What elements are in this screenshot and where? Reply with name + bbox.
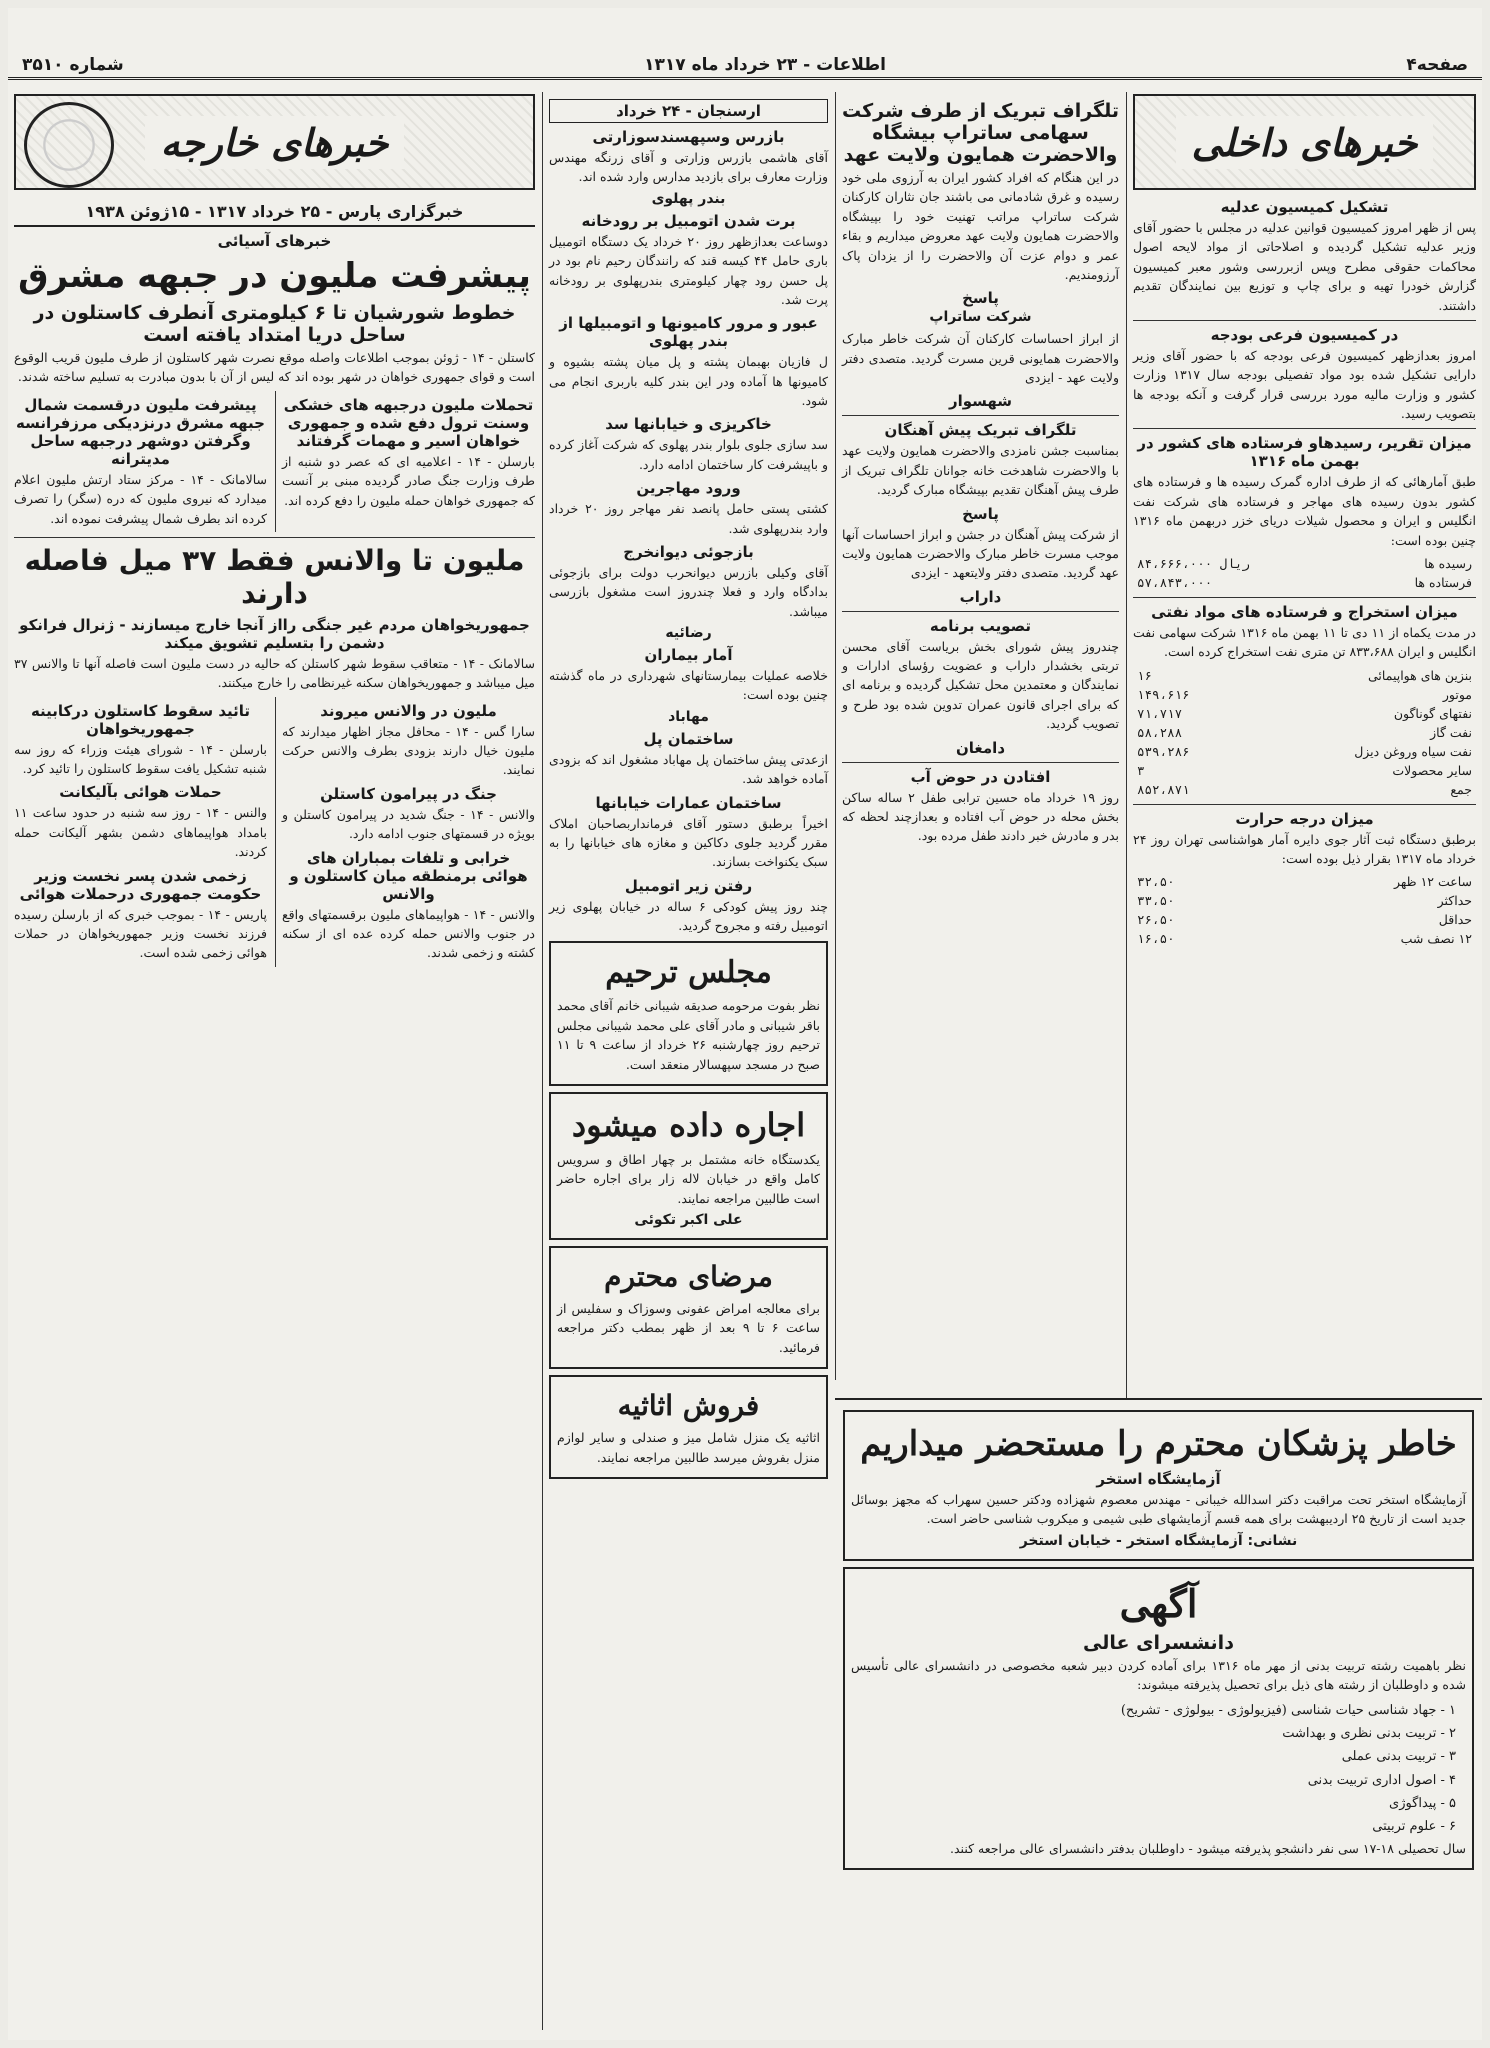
city-heading: شهسوار: [948, 392, 1013, 411]
table-row: نفتهای گوناگون ۷۱،۷۱۷: [1137, 705, 1472, 721]
divider: [1133, 428, 1476, 429]
headline: در کمیسیون فرعی بودجه: [1210, 325, 1399, 344]
patients-ad: [549, 1246, 828, 1369]
article-body: چندروز پیش شورای بخش بریاست آقای محسن تربتی بخشدار داراب و عضویت رؤسای ادارات و نمایندگان و معتمدین محل تشکیل گردیده و برنامه ای که برای اجرای قانون عمران تدوین شده بود طرح و تصویب گردید.: [842, 638, 1119, 732]
agency-dateline: خبرگزاری پارس - ۲۵ خرداد ۱۳۱۷ - ۱۵ژوئن ۱۹۳۸: [14, 198, 535, 227]
ads-block: [835, 1398, 1482, 2030]
ad-title: فروش اثاثیه: [617, 1389, 760, 1423]
subcolumn-right: [275, 391, 535, 532]
globe-icon: [24, 102, 114, 188]
headline: تصویب برنامه: [929, 616, 1032, 635]
ad-title: خاطر پزشکان محترم را مستحضر میداریم: [860, 1424, 1457, 1464]
two-column-block: [14, 391, 535, 532]
list-item: ۵ - پیداگوژی: [1389, 1796, 1456, 1812]
list-item: ۴ - اصول اداری تربیت بدنی: [1307, 1772, 1456, 1788]
city-heading: بندر پهلوی: [651, 190, 726, 207]
table-row: فرستاده ها ۵۷،۸۴۳،۰۰۰: [1137, 574, 1472, 590]
page-number: صفحه۴: [1406, 54, 1468, 75]
issue-number: شماره ۳۵۱۰: [22, 54, 124, 75]
mourning-notice: [549, 941, 828, 1086]
article-body: سارا گس - ۱۴ - محافل مجاز اظهار میدارند که ملیون خیال دارند بزودی بطرف والانس حرکت نمایند.: [282, 723, 535, 778]
headline: برت شدن اتومبیل بر رودخانه: [581, 211, 796, 230]
table-row: سایر محصولات ۳: [1137, 762, 1472, 778]
article-body: ل فازیان بهبمان پشته و پل میان پشته بشیوه و کامیونها ها آماده ودر این بندر کلیه باربری انجام می شود.: [549, 354, 828, 408]
provincial-news-column: [542, 92, 834, 2030]
headline: تلگراف تبریک پیش آهنگان: [884, 421, 1077, 440]
article-body: والنس - ۱۴ - روز سه شنبه در حدود ساعت ۱۱ بامداد هواپیماهای دشمن بشهر آلیکانت حمله کردند.: [14, 805, 267, 860]
table-row: ساعت ۱۲ ظهر ۳۲،۵۰: [1137, 874, 1472, 890]
ad-body: اثاثیه یک منزل شامل میز و صندلی و سایر لوازم منزل بفروش میرسد طالبین مراجعه نمایند.: [557, 1430, 820, 1465]
article-body: آقای وکیلی بازرس دیوانحرب دولت برای بازجوئی بدادگاه وارد و فعلا چندروز است مشغول بازرسی میباشد.: [549, 564, 828, 619]
headline: تحملات ملیون درجبهه های خشکی وسنت ترول دفع شده و جمهوری خواهان اسیر و مهمات گرفتاند: [283, 395, 534, 450]
table-row: حداقل ۲۶،۵۰: [1137, 912, 1472, 928]
headline: ملیون تا والانس فقط ۳۷ میل فاصله دارند: [24, 543, 525, 610]
article-body: از ابراز احساسات کارکنان آن شرکت خاطر مبارک والاحضرت همایونی قرین مسرت گردید. متصدی دفتر ولایت عهد - ایزدی: [842, 331, 1119, 385]
table-row: جمع ۸۵۲،۸۷۱: [1137, 781, 1472, 797]
headline: افتادن در حوض آب: [910, 767, 1051, 786]
article-body: آقای هاشمی بازرس وزارتی و آقای زرنگه مهندس وزارت معارف برای بازدید مدارس وارد شده اند.: [549, 150, 828, 185]
article-body: پاریس - ۱۴ - بموجب خبری که از بارسلن رسیده فرزند نخست وزیر جمهوریخواهان در حملات هوائی زخمی شده است.: [14, 906, 267, 961]
article-body: روز ۱۹ خرداد ماه حسین ترابی طفل ۲ ساله ساکن بخش محله در حوض آب افتاده و بعدازچند لحظه که بدر و مادرش خبر دادند طفل مرده بود.: [842, 789, 1119, 844]
table-row: نفت سیاه وروغن دیزل ۵۳۹،۲۸۶: [1137, 743, 1472, 759]
article-body: کشتی پستی حامل پانصد نفر مهاجر روز ۲۰ خرداد وارد بندرپهلوی شد.: [549, 501, 828, 536]
table-row: موتور ۱۴۹،۶۱۶: [1137, 686, 1472, 702]
headline: عبور و مرور کامیونها و اتومبیلها از بندر پهلوی: [559, 314, 818, 351]
table-row: بنزین های هواپیمائی ۱۶: [1137, 667, 1472, 683]
table-row: ۱۲ نصف شب ۱۶،۵۰: [1137, 931, 1472, 947]
headline: ساختمان پل: [643, 729, 734, 748]
ad-contact: علی اکبر تکوئی: [634, 1212, 743, 1228]
headline: میزان درجه حرارت: [1235, 809, 1374, 828]
foreign-news-column: [8, 92, 541, 2030]
headline: خرابی و تلفات بمباران های هوائی برمنطقه میان کاستلون و والانس: [289, 848, 528, 903]
divider: [1133, 804, 1476, 805]
headline: تشکیل کمیسیون عدلیه: [1220, 198, 1389, 216]
article-body: والانس - ۱۴ - هواپیماهای ملیون برقسمتهای واقع در جنوب والانس حمله کرده عده ای از سکنه کشته و زخمی شدند.: [282, 906, 535, 961]
ad-subtitle: آزمایشگاه استخر: [1096, 1470, 1221, 1488]
section-label: خبرهای آسیائی: [217, 232, 332, 250]
article-body: طبق آمارهائی که از طرف اداره گمرک رسیده ها و فرستاده های کشور بدون رسیده های مهاجر و فرستاده های شرکت نفت انگلیس و ایران و محصول شیلات دریای خزر دربهمن ماه ۱۳۱۶ چنین بوده است:: [1133, 474, 1476, 548]
headline: زخمی شدن پسر نخست وزیر حکومت جمهوری درحملات هوائی: [19, 866, 262, 903]
ad-title: مرضای محترم: [604, 1260, 773, 1293]
list-item: ۲ - تربیت بدنی نظری و بهداشت: [1282, 1725, 1456, 1741]
article-body: اخیراً برطبق دستور آقای فرمانداربصاحبان املاک مقرر گردید جلوی دکاکین و مغازه های خیابانها را به سبک یکنواخت بسازند.: [549, 815, 828, 870]
headline: تائید سقوط کاستلون درکابینه جمهوریخواهان: [30, 701, 251, 738]
article-body: سد سازی جلوی بلوار بندر پهلوی که شرکت آغاز کرده و باپیشرفت کار ساختمان ادامه دارد.: [549, 437, 828, 472]
article-body: بارسلن - ۱۴ - اعلامیه ای که عصر دو شنبه از طرف وزارت جنگ صادر گردیده مبنی بر آنست که جمهوری خواهان حمله ملیون را دفع کرده اند.: [282, 453, 535, 508]
article-body: پس از ظهر امروز کمیسیون قوانین عدلیه در مجلس با حضور آقای وزیر عدلیه تشکیل گردیده و اصلاحاتی از مواد لایحه اصول محاکمات حقوقی مطرح وپس ازبررسی وشور معبر کمیسیون گزارش خودرا تهیه و برای چاپ و توزیع بین نمایندگان تقدیم داشتند.: [1133, 220, 1476, 313]
article-body: چند روز پیش کودکی ۶ ساله در خیابان پهلوی زیر اتومبیل رفته و مجروح گردید.: [549, 898, 828, 933]
headline: ورود مهاجرین: [636, 479, 741, 498]
city-heading: مهاباد: [668, 708, 709, 725]
article-body: والانس - ۱۴ - جنگ شدید در پیرامون کاستلن و بویژه در قسمتهای جنوب ادامه دارد.: [282, 806, 535, 842]
city-heading: داراب: [959, 587, 1002, 606]
telegrams-column: [835, 92, 1125, 1380]
article-body: دوساعت بعدازظهر روز ۲۰ خرداد یک دستگاه اتومبیل باری حامل ۴۴ کیسه قند که رانندگان رحیم نام بود در پل حسن رود چهار کیلومتری بندرپهلوی بر رودخانه پرت شد.: [549, 233, 828, 307]
college-notice: [843, 1567, 1474, 1870]
article-body: بمناسبت جشن نامزدی والاحضرت همایون ولایت عهد با والاحضرت شاهدخت خانه جوانان تلگراف تبریک از طرف پیش آهنگان تقدیم بپیشگاه مبارک گردید.: [842, 443, 1119, 498]
headline: ملیون در والانس میروند: [320, 701, 497, 720]
reply-heading: پاسخ: [962, 289, 999, 308]
divider: [842, 415, 1119, 416]
headline: خاکریزی و خیابانها سد: [605, 415, 772, 434]
notice-title: مجلس ترحیم: [605, 955, 772, 991]
list-item: ۶ - علوم تربیتی: [1372, 1819, 1456, 1835]
article-body: در مدت یکماه از ۱۱ دی تا ۱۱ بهمن ماه ۱۳۱۶ شرکت سهامی نفت انگلیس و ایران ۸۳۳،۶۸۸ تن متری نفت استخراج کرده است.: [1133, 624, 1476, 660]
notice-body: نظر بفوت مرحومه صدیقه شیبانی خانم آقای محمد باقر شیبانی و مادر آقای علی محمد شیبانی مجلس ترحیم روز چهارشنبه ۲۶ خرداد از ساعت ۹ تا ۱۱ صبح در مسجد سپهسالار منعقد است.: [557, 998, 821, 1072]
headline: رفتن زیر اتومبیل: [624, 876, 753, 895]
article-body: سالامانک - ۱۴ - مرکز ستاد ارتش ملیون اعلام میدارد که نیروی ملیون که دره (سگر) را تصرف کرده اند بطرف شمال پیشرفت نموده اند.: [14, 471, 267, 526]
headline: میزان تقریر، رسیدهاو فرستاده های کشور در بهمن ماه ۱۳۱۶: [1137, 434, 1472, 471]
ad-body: برای معالجه امراض عفونی وسوزاک و سفلیس از ساعت ۶ تا ۹ بعد از ظهر بمطب دکتر مراجعه فرمائید.: [557, 1301, 820, 1355]
notice-footer: سال تحصیلی ۱۸-۱۷ سی نفر دانشجو پذیرفته میشود - داوطلبان بدفتر دانشسرای عالی مراجعه کنند.: [950, 1840, 1466, 1856]
article-body: برطبق دستگاه ثبت آثار جوی دایره آمار هواشناسی تهران روز ۲۴ خرداد ماه ۱۳۱۷ بقرار ذیل بوده است:: [1133, 831, 1476, 866]
list-item: ۱ - جهاد شناسی حیات شناسی (فیزیولوژی - بیولوژی - تشریح): [1120, 1702, 1456, 1718]
divider: [14, 537, 535, 538]
oil-table: [1133, 666, 1476, 799]
ad-title: اجاره داده میشود: [571, 1105, 806, 1144]
two-column-block: [14, 697, 535, 967]
article-body: امروز بعدازظهر کمیسیون فرعی بودجه که با حضور آقای وزیر دارایی تشکیل شده بود مواد تفصیلی بودجه سال ۱۳۱۷ وزارت کشور و وزارت مالیه مورد بررسی قرار گرفت و آنکه بودجه ها بتصویب رسید.: [1133, 347, 1476, 421]
article-body: سالامانک - ۱۴ - متعاقب سقوط شهر کاستلن که حالیه در دست ملیون است فاصله آنها تا والانس ۳۷ میل میباشد و جمهوریخواهان سکنه غیرنظامی را خارج میکنند.: [14, 655, 535, 691]
main-headline: پیشرفت ملیون در جبهه مشرق: [18, 256, 531, 296]
ad-address: نشانی: آزمایشگاه استخر - خیابان استخر: [1019, 1532, 1298, 1549]
ad-body: یکدستگاه خانه مشتمل بر چهار اطاق و سرویس کامل واقع در خیابان لاله زار برای اجاره حاضر است طالبین مراجعه نمایند.: [557, 1151, 820, 1206]
article-body: بارسلن - ۱۴ - شورای هیئت وزراء که روز سه شنبه تشکیل یافت سقوط کاستلون را تائید کرد.: [14, 741, 267, 776]
notice-list: [851, 1699, 1466, 1839]
paper-date: اطلاعات - ۲۳ خرداد ماه ۱۳۱۷: [644, 54, 886, 75]
subcolumn-left: [14, 697, 267, 967]
reply-heading: پاسخ: [962, 504, 999, 523]
reply-subheading: شرکت ساتراپ: [929, 309, 1032, 326]
trade-table: [1133, 554, 1476, 592]
city-heading: رضائیه: [665, 625, 712, 641]
main-subheadline: خطوط شورشیان تا ۶ کیلومتری آنطرف کاستلون در ساحل دریا امتداد یافته است: [33, 302, 516, 346]
divider: [1133, 597, 1476, 598]
headline: بازجوئی دیوانخرج: [623, 542, 754, 561]
subheadline: جمهوریخواهان مردم غیر جنگی رااز آنجا خارج میسازند - ژنرال فرانکو دشمن را بتسلیم تشویق میکند: [19, 615, 530, 652]
sale-ad: [549, 1375, 828, 1479]
headline: پیشرفت ملیون درقسمت شمال جبهه مشرق درنزدیکی مرزفرانسه وگرفتن دوشهر درجبهه ساحل مدیترانه: [16, 395, 265, 468]
divider: [842, 762, 1119, 763]
foreign-banner: خبرهای خارجه: [14, 94, 535, 190]
headline: میزان استخراج و فرستاده های مواد نفتی: [1151, 602, 1458, 621]
headline: بازرس وسپهسندسوزارتی: [592, 128, 785, 146]
headline: حملات هوائی بآلیکانت: [59, 783, 222, 802]
notice-subtitle: دانشسرای عالی: [1083, 1631, 1234, 1654]
ad-body: آزمایشگاه استخر تحت مراقبت دکتر اسدالله خیبانی - مهندس معصوم شهزاده ودکتر حسین سهراب که مجهز بوسائل جدید است از تاریخ ۲۵ اردیبهشت برای همه قسم آزمایشهای طبی شیمی و میکروب شناسی حاضر است.: [851, 1492, 1466, 1527]
newspaper-page: [8, 8, 1482, 2040]
article-body: از شرکت پیش آهنگان در جشن و ابراز احساسات آنها موجب مسرت خاطر مبارک والاحضرت همایون ولایت عهد گردید. متصدی دفتر ولایتعهد - ایزدی: [842, 526, 1119, 581]
rent-ad: [549, 1092, 828, 1240]
table-row: رسیده ها ۸۴،۶۶۶،۰۰۰ ریال: [1137, 555, 1472, 571]
table-row: حداکثر ۳۳،۵۰: [1137, 893, 1472, 909]
city-dateline: ارسنجان - ۲۴ خرداد: [549, 99, 828, 123]
headline: آمار بیماران: [644, 646, 733, 664]
headline: تلگراف تبریک از طرف شرکت سهامی ساتراپ بیشگاه والاحضرت همایون ولایت عهد: [841, 100, 1119, 166]
masthead: [8, 52, 1482, 80]
article-body: در این هنگام که افراد کشور ایران به آرزوی ملی خود رسیده و غرق شادمانی می باشند جان نثاران کارکنان شرکت ساتراپ مراتب تهنیت خود را بپیشگاه والاحضرت همایون ولایت عهد معروض میداریم و بقاء عمر و دوام عزت آن والاحضرت را از یزدان پاک آرزومندیم.: [842, 170, 1119, 282]
temperature-table: [1133, 872, 1476, 948]
notice-title: آگهی: [1119, 1580, 1198, 1626]
article-body: خلاصه عملیات بیمارستانهای شهرداری در ماه گذشته چنین بوده است:: [549, 668, 828, 703]
domestic-banner: خبرهای داخلی: [1133, 94, 1476, 190]
table-row: نفت گاز ۵۸،۲۸۸: [1137, 724, 1472, 740]
divider: [1133, 320, 1476, 321]
article-body: کاستلن - ۱۴ - ژوئن بموجب اطلاعات واصله موقع نصرت شهر کاستلون از طرف ملیون قریب الوقوع است و قوای جمهوری خواهان در شهر بوده اند که لیس از آن با بدون مبادرت به تسلیم ساخته شدند.: [14, 350, 535, 385]
divider: [842, 611, 1119, 612]
laboratory-ad: [843, 1410, 1474, 1561]
headline: جنگ در پیرامون کاستلن: [320, 784, 497, 803]
article-body: ازعدتی پیش ساختمان پل مهاباد مشغول اند که بزودی آماده خواهد شد.: [549, 751, 828, 787]
headline: ساختمان عمارات خیابانها: [595, 793, 782, 812]
subcolumn-left: [14, 391, 267, 532]
notice-body: نظر باهمیت رشته تربیت بدنی از مهر ماه ۱۳۱۶ برای آماده کردن دبیر شعبه مخصوصی در دانشسرای عالی تأسیس شده و داوطلبان از رشته های ذیل برای تحصیل پذیرفته میشوند:: [851, 1657, 1466, 1693]
subcolumn-right: [275, 697, 535, 967]
city-heading: دامغان: [955, 738, 1006, 757]
list-item: ۳ - تربیت بدنی عملی: [1341, 1749, 1456, 1765]
